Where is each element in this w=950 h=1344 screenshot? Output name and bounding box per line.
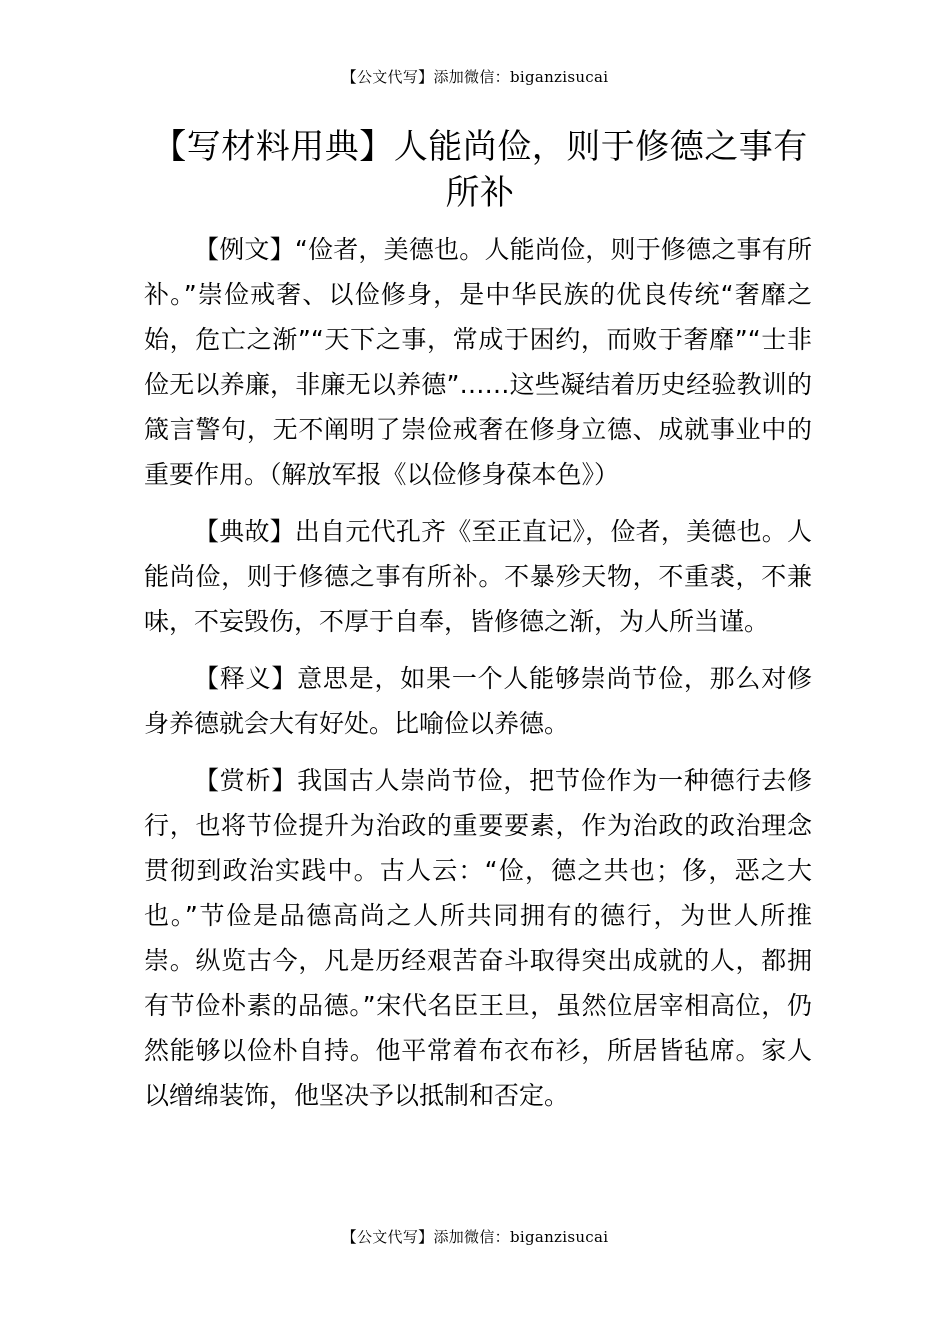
document-title: 【写材料用典】人能尚俭，则于修德之事有所补 [152, 127, 808, 213]
header-note: 【公文代写】添加微信：biganzisucai [341, 68, 609, 86]
paragraph-tag-appreciation: 【赏析】 [194, 766, 298, 795]
paragraph-text-example: “俭者，美德也。人能尚俭，则于修德之事有所补。”崇俭戒奢、以俭修身，是中华民族的优良传统“奢靡之始，危亡之渐”“天下之事，常成于困约，而败于奢靡”“士非俭无以养廉，非廉无以养德”……这些凝结着历史经验教训的箴言警句，无不阐明了崇俭戒奢在修身立德、成就事业中的重要作用。（解放军报《以俭修身葆本色》） [144, 235, 812, 489]
paragraph-example [144, 227, 812, 497]
paragraph-text-allusion: 出自元代孔齐《至正直记》，俭者，美德也。人能尚俭，则于修德之事有所补。不暴殄天物，不重裘，不兼味，不妄毁伤，不厚于自奉，皆修德之渐，为人所当谨。 [144, 517, 812, 636]
document-body [144, 227, 812, 1130]
paragraph-allusion [144, 509, 812, 644]
paragraph-appreciation [144, 758, 812, 1118]
paragraph-tag-meaning: 【释义】 [194, 664, 298, 693]
paragraph-tag-allusion: 【典故】 [194, 517, 295, 546]
footer-note: 【公文代写】添加微信：biganzisucai [341, 1228, 609, 1246]
paragraph-meaning [144, 656, 812, 746]
paragraph-text-appreciation: 我国古人崇尚节俭，把节俭作为一种德行去修行，也将节俭提升为治政的重要要素，作为治政的政治理念贯彻到政治实践中。古人云：“俭，德之共也；侈，恶之大也。”节俭是品德高尚之人所共同拥有的德行，为世人所推崇。纵览古今，凡是历经艰苦奋斗取得突出成就的人，都拥有节俭朴素的品德。”宋代名臣王旦，虽然位居宰相高位，仍然能够以俭朴自持。他平常着布衣布衫，所居皆毡席。家人以缯绵装饰，他坚决予以抵制和否定。 [144, 766, 812, 1110]
paragraph-tag-example: 【例文】 [194, 235, 295, 264]
paragraph-text-meaning: 意思是，如果一个人能够崇尚节俭，那么对修身养德就会大有好处。比喻俭以养德。 [144, 664, 812, 738]
